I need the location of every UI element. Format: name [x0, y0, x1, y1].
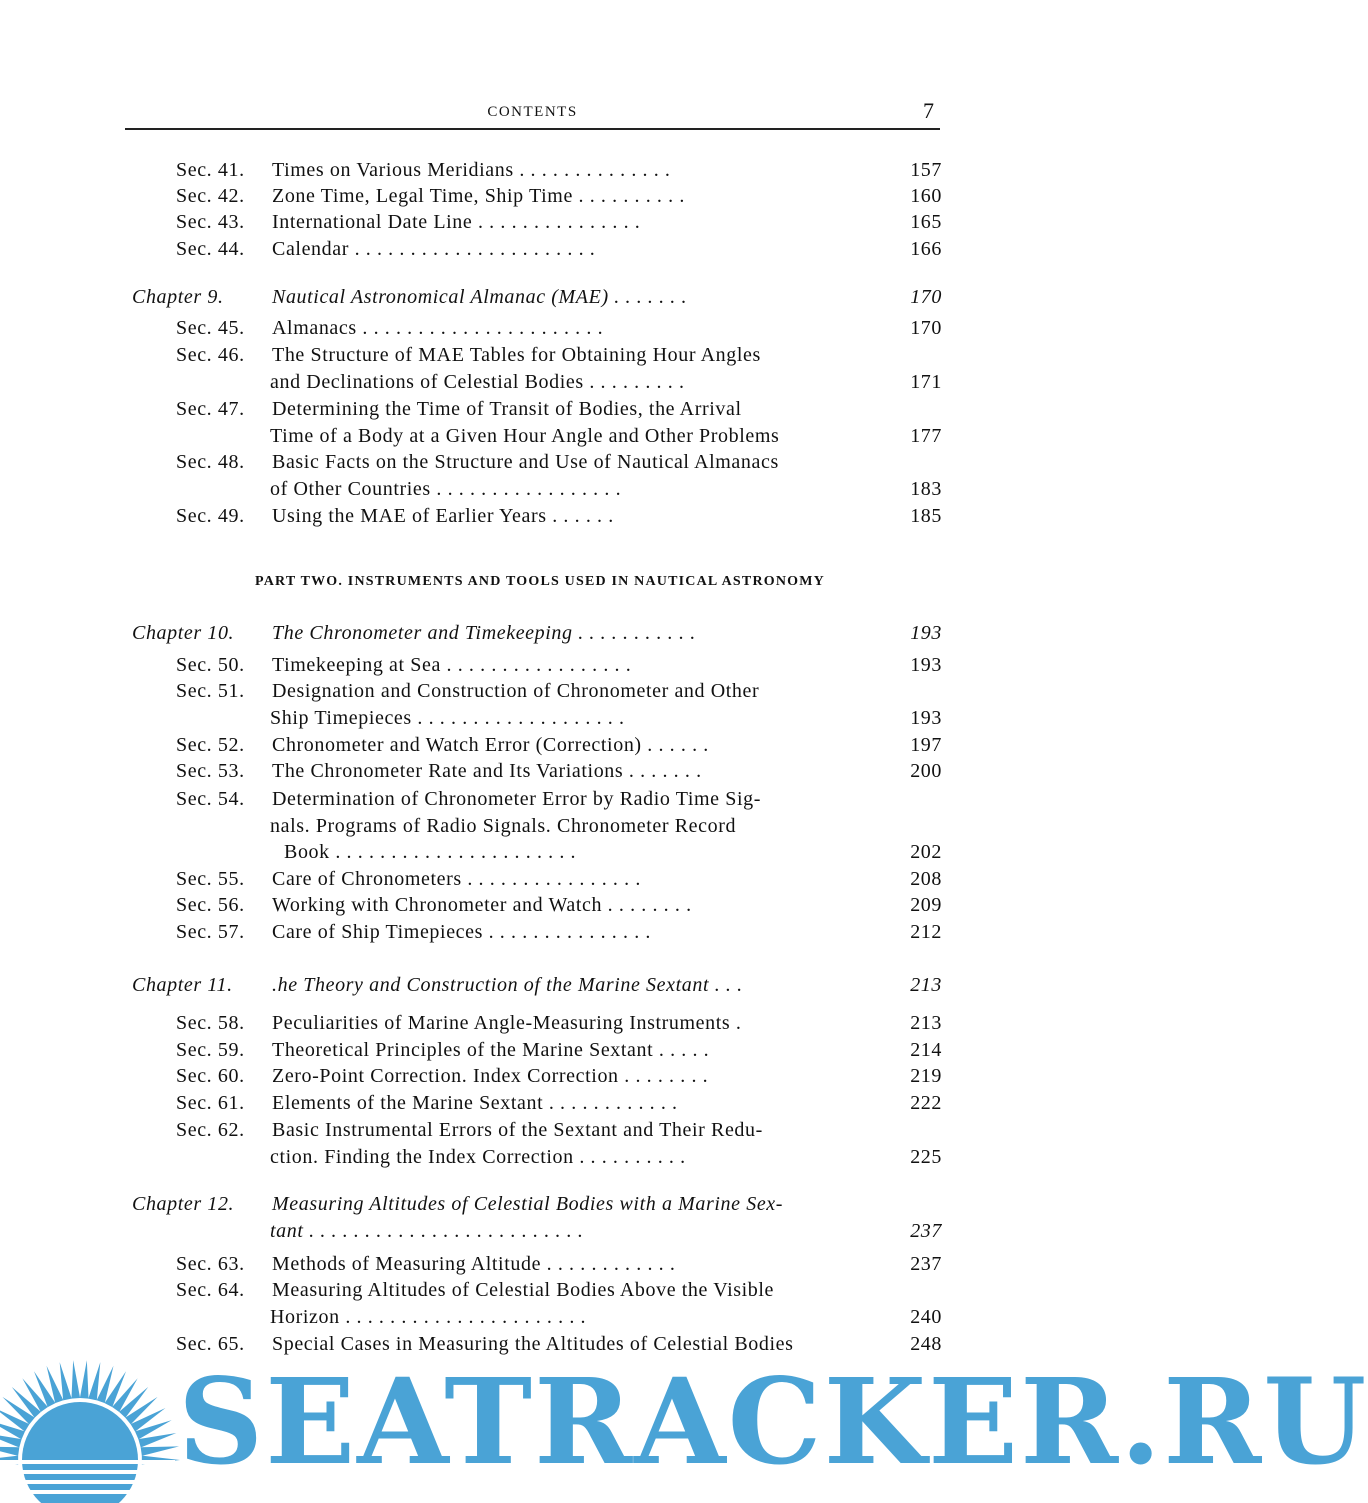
- toc-section-line: [0, 1010, 1080, 1036]
- entry-title: Timekeeping at Sea . . . . . . . . . . . . . . . . .: [272, 654, 632, 676]
- toc-section-line: [0, 209, 1080, 235]
- entry-title: Nautical Astronomical Almanac (MAE) . . . . . . .: [272, 286, 688, 308]
- entry-title: of Other Countries . . . . . . . . . . . . . . . . .: [270, 477, 622, 500]
- entry-title: Designation and Construction of Chronometer and Other: [272, 680, 760, 702]
- page-ref: 200: [910, 760, 942, 782]
- sun-logo-icon: [0, 1340, 175, 1503]
- entry-title: Determining the Time of Transit of Bodies, the Arrival: [272, 398, 742, 420]
- entry-title: Methods of Measuring Altitude . . . . . . . . . . . .: [272, 1253, 676, 1275]
- page-ref: 213: [910, 974, 942, 996]
- chapter-label: Chapter 9.: [132, 286, 224, 308]
- section-label: Sec. 65.: [176, 1333, 245, 1355]
- section-label: Sec. 61.: [176, 1092, 245, 1114]
- page-header: [125, 100, 940, 130]
- toc-section-line: [0, 1063, 1080, 1089]
- toc-section-line: [0, 919, 1080, 945]
- page-ref: 237: [910, 1253, 942, 1275]
- entry-title: The Chronometer and Timekeeping . . . . . . . . . . .: [272, 622, 696, 644]
- entry-title: Care of Ship Timepieces . . . . . . . . . . . . . . .: [272, 921, 652, 943]
- toc-section-line: [0, 396, 1080, 422]
- toc-chapter-line: [0, 1191, 1080, 1217]
- entry-title: Using the MAE of Earlier Years . . . . . .: [272, 505, 614, 527]
- header-rule: [125, 128, 940, 130]
- toc-section-line: [0, 369, 1080, 395]
- entry-title: International Date Line . . . . . . . . . . . . . . .: [272, 211, 641, 233]
- toc-section-line: [0, 866, 1080, 892]
- entry-title: Theoretical Principles of the Marine Sextant . . . . .: [272, 1039, 710, 1061]
- page-ref: 166: [910, 238, 942, 260]
- entry-title: .he Theory and Construction of the Marine Sextant . . .: [272, 974, 743, 996]
- entry-title: Almanacs . . . . . . . . . . . . . . . . . . . . . .: [272, 317, 604, 339]
- page-ref: 157: [910, 159, 942, 181]
- entry-title: and Declinations of Celestial Bodies . . . . . . . . .: [270, 370, 685, 393]
- section-label: Sec. 60.: [176, 1065, 245, 1087]
- entry-title: Measuring Altitudes of Celestial Bodies with a Marine Sex-: [272, 1193, 784, 1215]
- toc-section-line: [0, 1304, 1080, 1330]
- entry-title: Calendar . . . . . . . . . . . . . . . . . . . . . .: [272, 238, 596, 260]
- page-ref: 193: [910, 654, 942, 676]
- page-ref: 160: [910, 185, 942, 207]
- section-label: Sec. 46.: [176, 344, 245, 366]
- toc-chapter-line: [0, 620, 1080, 646]
- entry-title: nals. Programs of Radio Signals. Chronometer Record: [270, 814, 737, 837]
- watermark-text: SEATRACKER.RU: [178, 1352, 1368, 1491]
- section-label: Sec. 56.: [176, 894, 245, 916]
- page-ref: 214: [910, 1039, 942, 1061]
- page-ref: 208: [910, 868, 942, 890]
- page-ref: 193: [910, 622, 942, 644]
- toc-section-line: [0, 1117, 1080, 1143]
- chapter-label: Chapter 11.: [132, 974, 233, 996]
- page-ref: 170: [910, 286, 942, 308]
- page-ref: 248: [910, 1333, 942, 1355]
- entry-title: The Chronometer Rate and Its Variations . . . . . . .: [272, 760, 702, 782]
- toc-chapter-line: [0, 972, 1080, 998]
- page-ref: 237: [910, 1219, 942, 1242]
- entry-title: Chronometer and Watch Error (Correction) . . . . . .: [272, 734, 709, 756]
- section-label: Sec. 44.: [176, 238, 245, 260]
- entry-title: Times on Various Meridians . . . . . . . . . . . . . .: [272, 159, 671, 181]
- toc-section-line: [0, 342, 1080, 368]
- page-title: CONTENTS: [487, 104, 578, 120]
- entry-title: The Structure of MAE Tables for Obtaining Hour Angles: [272, 344, 761, 366]
- toc-section-line: [0, 423, 1080, 449]
- entry-title: Elements of the Marine Sextant . . . . . . . . . . . .: [272, 1092, 678, 1114]
- section-label: Sec. 53.: [176, 760, 245, 782]
- page-ref: 213: [910, 1012, 942, 1034]
- page-ref: 212: [910, 921, 942, 943]
- chapter-label: Chapter 12.: [132, 1193, 235, 1215]
- toc-section-line: [0, 813, 1080, 839]
- entry-title: Book . . . . . . . . . . . . . . . . . . . . . .: [284, 841, 577, 864]
- entry-title: tant . . . . . . . . . . . . . . . . . . . . . . . . .: [270, 1219, 584, 1242]
- toc-section-line: [0, 652, 1080, 678]
- section-label: Sec. 55.: [176, 868, 245, 890]
- page-number: 7: [923, 98, 934, 123]
- section-label: Sec. 41.: [176, 159, 245, 181]
- toc-section-line: [0, 758, 1080, 784]
- section-label: Sec. 63.: [176, 1253, 245, 1275]
- page-ref: 219: [910, 1065, 942, 1087]
- toc-section-line: [0, 678, 1080, 704]
- toc-section-line: [0, 732, 1080, 758]
- toc-section-line: [0, 476, 1080, 502]
- page-ref: 165: [910, 211, 942, 233]
- entry-title: Time of a Body at a Given Hour Angle and Other Problems: [270, 424, 780, 447]
- section-label: Sec. 57.: [176, 921, 245, 943]
- page-ref: 183: [910, 477, 942, 500]
- chapter-label: Chapter 10.: [132, 622, 235, 644]
- entry-title: Zero-Point Correction. Index Correction . . . . . . . .: [272, 1065, 709, 1087]
- entry-title: Basic Instrumental Errors of the Sextant and Their Redu-: [272, 1119, 763, 1141]
- toc-section-line: [0, 1251, 1080, 1277]
- section-label: Sec. 52.: [176, 734, 245, 756]
- entry-title: Working with Chronometer and Watch . . . . . . . .: [272, 894, 692, 916]
- toc-section-line: [0, 315, 1080, 341]
- page-ref: 240: [910, 1305, 942, 1328]
- toc-section-line: [0, 786, 1080, 812]
- toc-section-line: [0, 157, 1080, 183]
- entry-title: Basic Facts on the Structure and Use of Nautical Almanacs: [272, 451, 779, 473]
- page-ref: 185: [910, 505, 942, 527]
- toc-chapter-line: [0, 1218, 1080, 1244]
- entry-title: Measuring Altitudes of Celestial Bodies Above the Visible: [272, 1279, 775, 1301]
- page-ref: 222: [910, 1092, 942, 1114]
- section-label: Sec. 59.: [176, 1039, 245, 1061]
- section-label: Sec. 45.: [176, 317, 245, 339]
- watermark: [0, 1340, 1368, 1503]
- section-label: Sec. 43.: [176, 211, 245, 233]
- toc-section-line: [0, 892, 1080, 918]
- page-ref: 170: [910, 317, 942, 339]
- part-heading: PART TWO. INSTRUMENTS AND TOOLS USED IN NAUTICAL ASTRONOMY: [255, 574, 825, 589]
- toc-section-line: [0, 839, 1080, 865]
- entry-title: Ship Timepieces . . . . . . . . . . . . . . . . . . .: [270, 706, 625, 729]
- entry-title: Zone Time, Legal Time, Ship Time . . . . . . . . . .: [272, 185, 685, 207]
- toc-chapter-line: [0, 284, 1080, 310]
- section-label: Sec. 51.: [176, 680, 245, 702]
- entry-title: Horizon . . . . . . . . . . . . . . . . . . . . . .: [270, 1305, 587, 1328]
- page-ref: 197: [910, 734, 942, 756]
- page-ref: 225: [910, 1145, 942, 1168]
- toc-section-line: [0, 503, 1080, 529]
- page-ref: 193: [910, 706, 942, 729]
- section-label: Sec. 54.: [176, 788, 245, 810]
- toc-section-line: [0, 705, 1080, 731]
- toc-section-line: [0, 1037, 1080, 1063]
- entry-title: ction. Finding the Index Correction . . . . . . . . . .: [270, 1145, 686, 1168]
- toc-section-line: [0, 183, 1080, 209]
- section-label: Sec. 49.: [176, 505, 245, 527]
- section-label: Sec. 62.: [176, 1119, 245, 1141]
- page-ref: 202: [910, 841, 942, 864]
- section-label: Sec. 50.: [176, 654, 245, 676]
- toc-section-line: [0, 1090, 1080, 1116]
- page-ref: 177: [910, 424, 942, 447]
- section-label: Sec. 58.: [176, 1012, 245, 1034]
- page-ref: 171: [910, 370, 942, 393]
- toc-section-line: [0, 236, 1080, 262]
- section-label: Sec. 64.: [176, 1279, 245, 1301]
- entry-title: Peculiarities of Marine Angle-Measuring Instruments .: [272, 1012, 742, 1034]
- section-label: Sec. 42.: [176, 185, 245, 207]
- toc-section-line: [0, 449, 1080, 475]
- entry-title: Special Cases in Measuring the Altitudes of Celestial Bodies: [272, 1333, 794, 1355]
- toc-section-line: [0, 1144, 1080, 1170]
- toc-section-line: [0, 1277, 1080, 1303]
- section-label: Sec. 47.: [176, 398, 245, 420]
- page-ref: 209: [910, 894, 942, 916]
- entry-title: Care of Chronometers . . . . . . . . . . . . . . . .: [272, 868, 641, 890]
- section-label: Sec. 48.: [176, 451, 245, 473]
- entry-title: Determination of Chronometer Error by Radio Time Sig-: [272, 788, 761, 810]
